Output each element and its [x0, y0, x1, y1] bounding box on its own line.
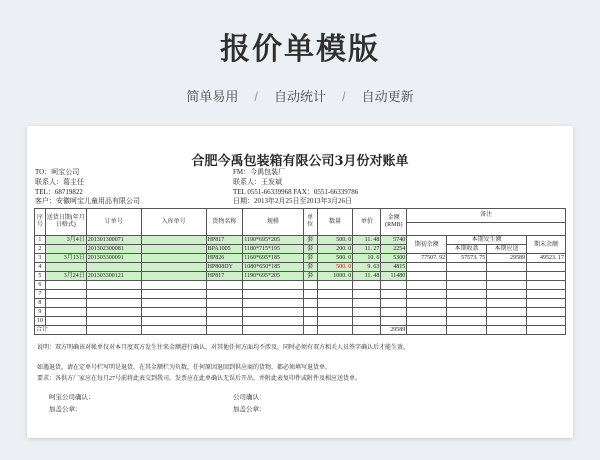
row-amount	[381, 290, 407, 299]
contact-right: 联系人：王发斌	[233, 178, 282, 186]
row-order-no: 201303300091	[86, 254, 141, 263]
to-line: TO：呵宝公司	[35, 168, 80, 176]
row-unit: 套	[303, 245, 317, 254]
row-index: 8	[35, 299, 46, 308]
header-spec: 规格	[243, 209, 303, 236]
row-qty: 500. 0	[317, 263, 353, 272]
row-date: 3月4日	[45, 236, 86, 245]
header-amount-label: 金额	[387, 215, 400, 221]
closing-balance-label: 期末余额	[527, 236, 566, 254]
row-spec	[243, 308, 303, 317]
balance-should: 29589	[487, 254, 527, 263]
header-order-no: 订单号	[86, 209, 141, 236]
row-date	[45, 299, 86, 308]
banner-title: 报价单模版	[220, 33, 380, 66]
row-goods: BPA1005	[206, 245, 243, 254]
sign-right-confirm: 公司确认：	[233, 394, 266, 401]
row-storage-no	[141, 299, 206, 308]
row-index: 6	[35, 281, 46, 290]
statement-title: 合肥今禹包装箱有限公司3月份对账单	[191, 154, 409, 169]
row-index: 9	[35, 308, 46, 317]
row-storage-no	[141, 290, 206, 299]
table-row	[35, 290, 566, 299]
total-cell	[141, 326, 206, 335]
row-order-no	[86, 308, 141, 317]
balance-receipt: 57573. 75	[447, 254, 487, 263]
remark-cell	[487, 281, 527, 290]
remark-cell	[407, 263, 447, 272]
total-cell	[353, 326, 381, 335]
table-row	[35, 281, 566, 290]
row-storage-no	[141, 308, 206, 317]
row-order-no	[86, 281, 141, 290]
row-date	[45, 317, 86, 326]
remark-cell	[527, 317, 566, 326]
remark-cell	[447, 308, 487, 317]
row-spec: 1160*695*185	[243, 254, 303, 263]
row-price: 11. 48	[353, 272, 381, 281]
header-goods: 货物名称	[206, 209, 243, 236]
row-index: 3	[35, 254, 46, 263]
row-spec: 1180*715*195	[243, 245, 303, 254]
remark-cell	[527, 308, 566, 317]
row-goods	[206, 299, 243, 308]
total-amount: 29589	[381, 326, 407, 335]
remark-cell	[527, 299, 566, 308]
feature-auto-update: 自动更新	[361, 89, 414, 104]
row-amount	[381, 299, 407, 308]
row-unit	[303, 317, 317, 326]
row-amount: 2254	[381, 245, 407, 254]
note-line-2: 如遇退货，请在定单号栏写明是退货，在其金额栏为负数，任何原因退回到供应商的货物，都必须填写退货单。	[37, 365, 332, 371]
remark-cell	[407, 272, 447, 281]
opening-balance-label: 期初余额	[407, 236, 447, 254]
table-row	[35, 317, 566, 326]
header-unit: 单位	[303, 209, 317, 236]
remark-cell	[527, 263, 566, 272]
row-amount: 5300	[381, 254, 407, 263]
row-index: 4	[35, 263, 46, 272]
row-qty	[317, 317, 353, 326]
header-remarks-spacer	[407, 222, 566, 236]
table-row	[35, 272, 566, 281]
this-period-label: 本期发生额	[447, 236, 527, 245]
row-date: 3月24日	[45, 272, 86, 281]
row-price	[353, 299, 381, 308]
feature-auto-stats: 自动统计	[273, 89, 326, 104]
remark-cell	[447, 299, 487, 308]
customer-line: 客户：安徽呵宝儿童用品有限公司	[35, 197, 140, 205]
date-range: 日期：2013年2月25日至2013年3月26日	[233, 197, 352, 205]
row-order-no: 201302300081	[86, 245, 141, 254]
tel-fax-right: TEL 0551-66339968 FAX：0551-66339786	[233, 188, 359, 196]
row-spec: 1080*650*185	[243, 263, 303, 272]
row-spec	[243, 281, 303, 290]
total-cell	[206, 326, 243, 335]
row-price	[353, 281, 381, 290]
row-storage-no	[141, 272, 206, 281]
header-amount-currency: (RMB)	[385, 222, 403, 228]
table-row	[35, 254, 566, 263]
row-price	[353, 290, 381, 299]
row-date: 3月13日	[45, 254, 86, 263]
table-row	[35, 245, 566, 254]
remark-cell	[487, 263, 527, 272]
table-row	[35, 308, 566, 317]
period-sub-label: 本期应送	[487, 245, 527, 254]
row-index: 2	[35, 245, 46, 254]
tel-left: TEL：68719822	[35, 188, 83, 196]
row-date	[45, 245, 86, 254]
row-spec	[243, 290, 303, 299]
row-price	[353, 308, 381, 317]
remark-cell	[407, 308, 447, 317]
feature-list	[0, 86, 600, 105]
row-goods	[206, 317, 243, 326]
header-index: 序号	[35, 209, 46, 236]
row-unit: 套	[303, 254, 317, 263]
header-price: 单价	[353, 209, 381, 236]
row-qty	[317, 290, 353, 299]
row-storage-no	[141, 254, 206, 263]
total-cell	[487, 326, 527, 335]
feature-separator: /	[254, 89, 258, 104]
table-row	[35, 299, 566, 308]
row-storage-no	[141, 281, 206, 290]
row-order-no	[86, 263, 141, 272]
sign-left-seal: 加盖公章：	[49, 406, 82, 413]
row-qty: 500. 0	[317, 236, 353, 245]
sign-left-confirm: 呵宝公司确认：	[49, 394, 95, 401]
row-index: 7	[35, 290, 46, 299]
remark-cell	[487, 290, 527, 299]
row-storage-no	[141, 317, 206, 326]
note-line-3: 要求：各供方厂家应在每月27号前将此表交到我司，发票应在此单确认无误后开出，并附此表复印件或附件及相应送货单。	[37, 376, 362, 382]
row-goods: HP817	[206, 236, 243, 245]
header-amount	[381, 209, 407, 236]
row-goods	[206, 308, 243, 317]
remark-cell	[527, 290, 566, 299]
sign-right-seal: 加盖公章：	[233, 406, 266, 413]
remark-cell	[447, 281, 487, 290]
row-unit	[303, 290, 317, 299]
balance-opening: 77507. 92	[407, 254, 447, 263]
row-qty	[317, 308, 353, 317]
total-cell	[447, 326, 487, 335]
row-goods: HP826	[206, 254, 243, 263]
row-spec: 1190*695*205	[243, 272, 303, 281]
row-qty	[317, 299, 353, 308]
table-row	[35, 263, 566, 272]
header-qty: 数量	[317, 209, 353, 236]
header-storage-no: 入库单号	[141, 209, 206, 236]
row-unit: 套	[303, 263, 317, 272]
remark-cell	[527, 281, 566, 290]
table-row	[35, 236, 566, 245]
total-cell	[243, 326, 303, 335]
row-spec: 1190*695*205	[243, 236, 303, 245]
remark-cell	[407, 281, 447, 290]
row-spec	[243, 317, 303, 326]
row-price: 9. 63	[353, 263, 381, 272]
row-qty	[317, 281, 353, 290]
row-amount	[381, 317, 407, 326]
row-storage-no	[141, 245, 206, 254]
remark-cell	[487, 299, 527, 308]
row-date	[45, 281, 86, 290]
balance-closing: 49523. 17	[527, 254, 566, 263]
row-order-no	[86, 299, 141, 308]
row-date	[45, 290, 86, 299]
row-price: 11. 27	[353, 245, 381, 254]
row-order-no: 201301300071	[86, 236, 141, 245]
feature-easy: 简单易用	[186, 89, 239, 104]
row-amount: 4815	[381, 263, 407, 272]
row-goods: HP808DY	[206, 263, 243, 272]
row-unit	[303, 281, 317, 290]
header-date: 送货日期(年月日格式)	[45, 209, 86, 236]
row-order-no: 201303300121	[86, 272, 141, 281]
period-sub-label: 本期收款	[447, 245, 487, 254]
row-order-no	[86, 317, 141, 326]
remark-cell	[407, 290, 447, 299]
fm-line: FM：今禹包装厂	[233, 168, 286, 176]
remark-cell	[447, 317, 487, 326]
row-price: 11. 48	[353, 236, 381, 245]
statement-table	[34, 208, 566, 335]
row-qty: 1000. 0	[317, 272, 353, 281]
total-cell	[527, 326, 566, 335]
remark-cell	[487, 308, 527, 317]
remark-cell	[447, 290, 487, 299]
note-line-1: 说明：双方明确该对帐单仅对本月度双方发生往来金额进行确认，对其他任何方面均不涉及，同时必须有双方相关人员签字确认后才能生效。	[37, 345, 410, 351]
remark-cell	[487, 272, 527, 281]
row-order-no	[86, 290, 141, 299]
row-date	[45, 308, 86, 317]
row-price	[353, 317, 381, 326]
row-index: 1	[35, 236, 46, 245]
row-amount: 11480	[381, 272, 407, 281]
remark-cell	[487, 317, 527, 326]
row-index: 10	[35, 317, 46, 326]
row-storage-no	[141, 236, 206, 245]
header-remarks: 备注	[407, 209, 566, 223]
row-amount	[381, 308, 407, 317]
row-index: 5	[35, 272, 46, 281]
remark-cell	[407, 317, 447, 326]
row-unit	[303, 299, 317, 308]
row-goods	[206, 290, 243, 299]
row-qty: 200. 0	[317, 245, 353, 254]
total-cell	[317, 326, 353, 335]
statement-sheet	[27, 126, 573, 438]
row-unit: 套	[303, 236, 317, 245]
row-unit	[303, 308, 317, 317]
row-storage-no	[141, 263, 206, 272]
remark-cell	[407, 299, 447, 308]
total-cell	[407, 326, 447, 335]
row-goods	[206, 281, 243, 290]
total-cell	[86, 326, 141, 335]
feature-separator: /	[342, 89, 346, 104]
row-amount: 5740	[381, 236, 407, 245]
row-spec	[243, 299, 303, 308]
remark-cell	[527, 272, 566, 281]
total-cell	[303, 326, 317, 335]
total-label: 合计	[35, 326, 87, 335]
row-price: 10. 6	[353, 254, 381, 263]
contact-left: 联系人：葛主任	[35, 178, 84, 186]
row-goods: HP817	[206, 272, 243, 281]
row-date	[45, 263, 86, 272]
row-qty: 500. 0	[317, 254, 353, 263]
remark-cell	[447, 263, 487, 272]
remark-cell	[447, 272, 487, 281]
row-amount	[381, 281, 407, 290]
row-unit: 套	[303, 272, 317, 281]
